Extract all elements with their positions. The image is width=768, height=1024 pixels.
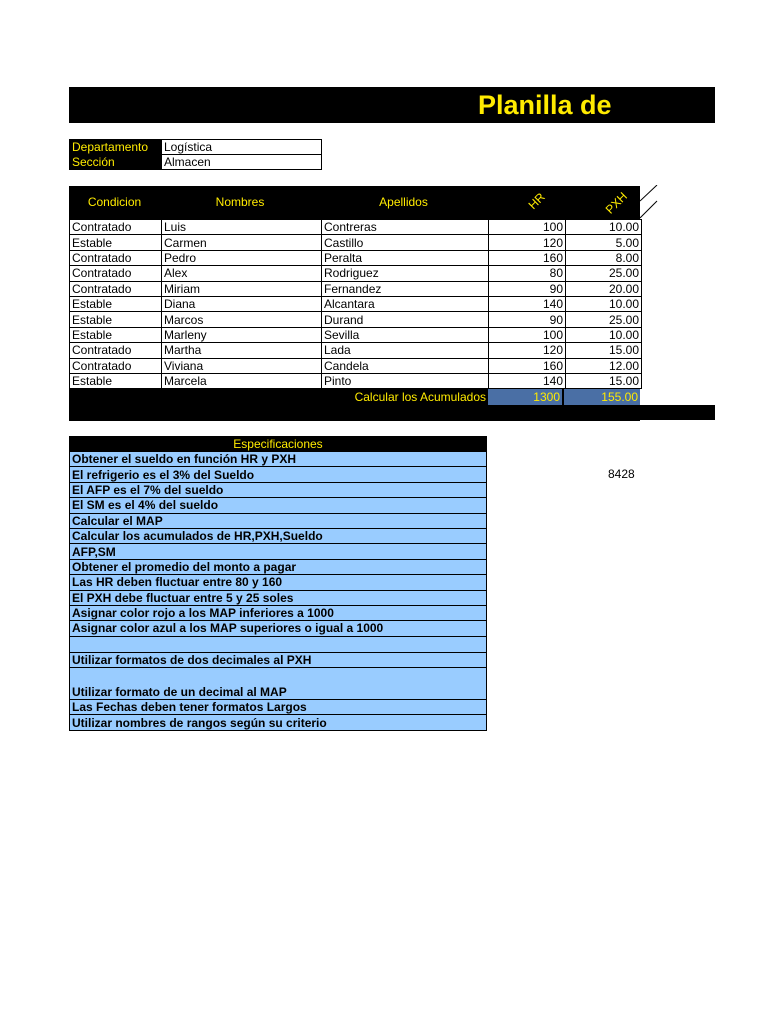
cell-apellido[interactable]: Contreras [322, 220, 489, 235]
table-row [70, 358, 642, 373]
table-row [70, 250, 642, 265]
cell-apellido[interactable]: Alcantara [322, 296, 489, 311]
cell-nombre[interactable]: Pedro [162, 250, 322, 265]
title-bar [69, 87, 715, 123]
cell-pxh[interactable]: 12.00 [566, 358, 642, 373]
spec-item[interactable]: Obtener el sueldo en función HR y PXH [70, 452, 487, 467]
cell-pxh[interactable]: 5.00 [566, 235, 642, 250]
cell-pxh[interactable]: 8.00 [566, 250, 642, 265]
spec-item[interactable]: El PXH debe fluctuar entre 5 y 25 soles [70, 590, 487, 605]
header-pxh[interactable]: PXH [602, 189, 631, 217]
cell-nombre[interactable]: Marcos [162, 312, 322, 327]
cell-condicion[interactable]: Estable [70, 296, 162, 311]
cell-hr[interactable]: 160 [489, 358, 566, 373]
spec-item[interactable]: Utilizar formato de un decimal al MAP [70, 668, 487, 700]
spec-item[interactable]: Asignar color azul a los MAP superiores o igual a 1000 [70, 621, 487, 636]
cell-apellido[interactable]: Fernandez [322, 281, 489, 296]
cell-condicion[interactable]: Estable [70, 373, 162, 388]
total-hr-cell[interactable]: 1300 [488, 389, 562, 405]
cell-apellido[interactable]: Castillo [322, 235, 489, 250]
table-row [70, 296, 642, 311]
spec-item[interactable]: AFP,SM [70, 544, 487, 559]
bottom-band-extension [640, 405, 715, 420]
cell-apellido[interactable]: Pinto [322, 373, 489, 388]
cell-apellido[interactable]: Durand [322, 312, 489, 327]
cell-nombre[interactable]: Miriam [162, 281, 322, 296]
spec-item[interactable]: Utilizar nombres de rangos según su criterio [70, 715, 487, 730]
cell-nombre[interactable]: Martha [162, 343, 322, 358]
cell-apellido[interactable]: Rodriguez [322, 266, 489, 281]
totals-label[interactable]: Calcular los Acumulados [354, 390, 486, 404]
cell-hr[interactable]: 100 [489, 327, 566, 342]
cell-condicion[interactable]: Estable [70, 312, 162, 327]
spec-item[interactable]: Utilizar formatos de dos decimales al PXH [70, 652, 487, 667]
cell-nombre[interactable]: Carmen [162, 235, 322, 250]
cell-condicion[interactable]: Estable [70, 327, 162, 342]
spec-item[interactable]: Obtener el promedio del monto a pagar [70, 559, 487, 574]
table-row [70, 281, 642, 296]
employee-table [69, 219, 642, 389]
spec-item[interactable]: Calcular el MAP [70, 513, 487, 528]
cell-condicion[interactable]: Contratado [70, 250, 162, 265]
spec-item[interactable]: El SM es el 4% del sueldo [70, 498, 487, 513]
cell-nombre[interactable]: Luis [162, 220, 322, 235]
info-label[interactable]: Departamento [70, 140, 162, 155]
cell-pxh[interactable]: 20.00 [566, 281, 642, 296]
cell-apellido[interactable]: Sevilla [322, 327, 489, 342]
cell-condicion[interactable]: Contratado [70, 343, 162, 358]
specifications-title[interactable]: Especificaciones [70, 437, 487, 452]
info-row-departamento [70, 140, 322, 155]
cell-hr[interactable]: 140 [489, 373, 566, 388]
cell-pxh[interactable]: 10.00 [566, 327, 642, 342]
table-row [70, 312, 642, 327]
info-value[interactable]: Almacen [162, 155, 322, 170]
header-nombres[interactable]: Nombres [215, 195, 265, 209]
table-row [70, 235, 642, 250]
cell-pxh[interactable]: 25.00 [566, 266, 642, 281]
cell-apellido[interactable]: Peralta [322, 250, 489, 265]
side-value-cell[interactable]: 8428 [608, 467, 635, 481]
cell-hr[interactable]: 100 [489, 220, 566, 235]
bottom-band [69, 405, 640, 421]
spec-item[interactable]: Las HR deben fluctuar entre 80 y 160 [70, 575, 487, 590]
spec-item[interactable]: Asignar color rojo a los MAP inferiores a 1000 [70, 605, 487, 620]
cell-pxh[interactable]: 15.00 [566, 373, 642, 388]
cell-nombre[interactable]: Viviana [162, 358, 322, 373]
spec-item[interactable]: El refrigerio es el 3% del Sueldo [70, 467, 487, 482]
cell-nombre[interactable]: Marcela [162, 373, 322, 388]
info-value[interactable]: Logística [162, 140, 322, 155]
page-title: Planilla de [478, 90, 612, 120]
spec-item-empty[interactable] [70, 636, 487, 652]
total-pxh-cell[interactable]: 155.00 [564, 389, 640, 405]
cell-hr[interactable]: 160 [489, 250, 566, 265]
table-row [70, 327, 642, 342]
cell-hr[interactable]: 90 [489, 281, 566, 296]
info-table [69, 139, 322, 170]
cell-nombre[interactable]: Alex [162, 266, 322, 281]
table-row [70, 220, 642, 235]
cell-pxh[interactable]: 10.00 [566, 296, 642, 311]
cell-condicion[interactable]: Estable [70, 235, 162, 250]
cell-apellido[interactable]: Candela [322, 358, 489, 373]
info-row-seccion [70, 155, 322, 170]
cell-condicion[interactable]: Contratado [70, 266, 162, 281]
info-label[interactable]: Sección [70, 155, 162, 170]
table-row [70, 343, 642, 358]
spec-item[interactable]: El AFP es el 7% del sueldo [70, 482, 487, 497]
cell-hr[interactable]: 120 [489, 343, 566, 358]
table-row [70, 266, 642, 281]
header-hr[interactable]: HR [525, 189, 548, 213]
cell-apellido[interactable]: Lada [322, 343, 489, 358]
specifications-table [69, 436, 487, 731]
cell-hr[interactable]: 120 [489, 235, 566, 250]
cell-hr[interactable]: 80 [489, 266, 566, 281]
cell-pxh[interactable]: 15.00 [566, 343, 642, 358]
table-row [70, 373, 642, 388]
cell-pxh[interactable]: 25.00 [566, 312, 642, 327]
cell-hr[interactable]: 140 [489, 296, 566, 311]
cell-hr[interactable]: 90 [489, 312, 566, 327]
cell-condicion[interactable]: Contratado [70, 220, 162, 235]
spec-item[interactable]: Calcular los acumulados de HR,PXH,Sueldo [70, 528, 487, 543]
cell-condicion[interactable]: Contratado [70, 281, 162, 296]
header-condicion[interactable]: Condicion [87, 195, 142, 209]
cell-nombre[interactable]: Diana [162, 296, 322, 311]
cell-pxh[interactable]: 10.00 [566, 220, 642, 235]
header-corner-lines [640, 185, 658, 219]
cell-nombre[interactable]: Marleny [162, 327, 322, 342]
cell-condicion[interactable]: Contratado [70, 358, 162, 373]
header-apellidos[interactable]: Apellidos [379, 195, 428, 209]
spec-item[interactable]: Las Fechas deben tener formatos Largos [70, 700, 487, 715]
